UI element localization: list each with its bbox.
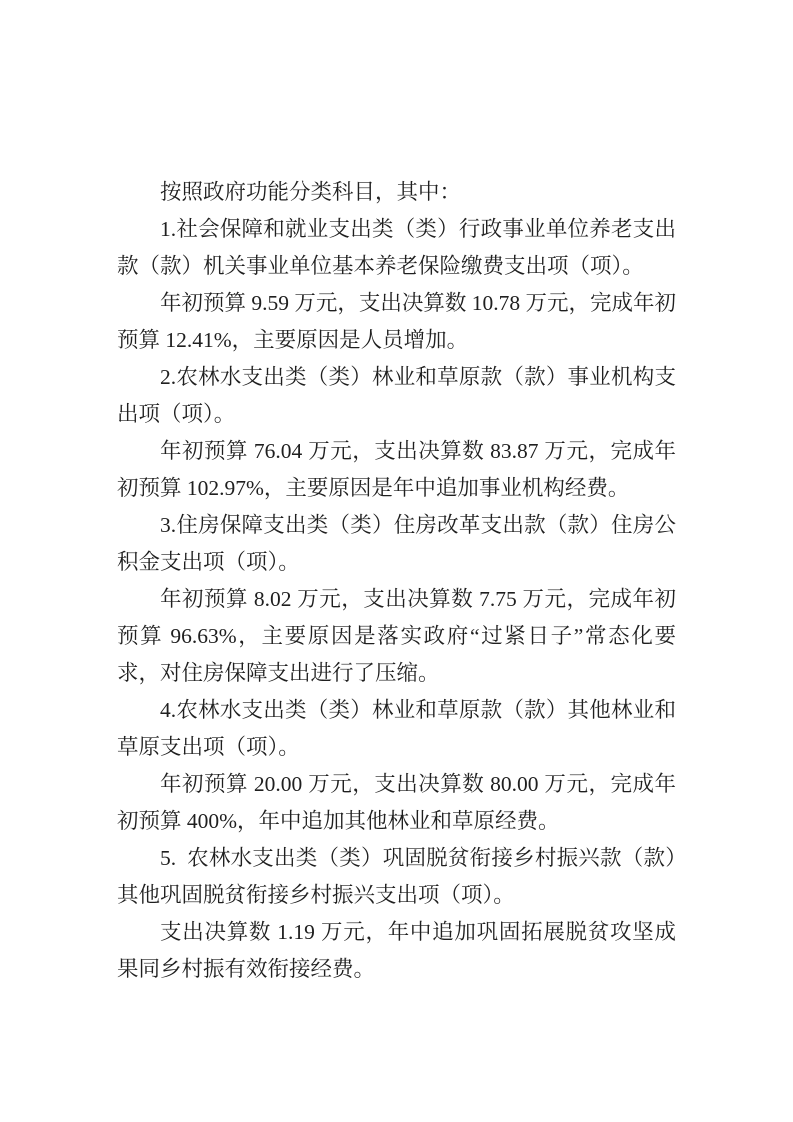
item-3-title: 3.住房保障支出类（类）住房改革支出款（款）住房公积金支出项（项）。 [117, 513, 676, 574]
item-5-budget-detail: 支出决算数 1.19 万元，年中追加巩固拓展脱贫攻坚成果同乡村振有效衔接经费。 [117, 920, 676, 981]
intro-line: 按照政府功能分类科目，其中： [160, 180, 462, 204]
item-2-budget-detail: 年初预算 76.04 万元，支出决算数 83.87 万元，完成年初预算 102.97%，主要原因是年中追加事业机构经费。 [117, 439, 676, 500]
item-4-title: 4.农林水支出类（类）林业和草原款（款）其他林业和草原支出项（项）。 [117, 698, 676, 759]
item-4-budget-detail: 年初预算 20.00 万元，支出决算数 80.00 万元，完成年初预算 400%，年中追加其他林业和草原经费。 [117, 772, 676, 833]
item-3-budget-detail: 年初预算 8.02 万元，支出决算数 7.75 万元，完成年初预算 96.63%，主要原因是落实政府“过紧日子”常态化要求，对住房保障支出进行了压缩。 [117, 587, 676, 685]
item-5-title: 5. 农林水支出类（类）巩固脱贫衔接乡村振兴款（款）其他巩固脱贫衔接乡村振兴支出项（项）。 [117, 846, 676, 907]
item-2-title: 2.农林水支出类（类）林业和草原款（款）事业机构支出项（项）。 [117, 365, 676, 426]
item-1-budget-detail: 年初预算 9.59 万元，支出决算数 10.78 万元，完成年初预算 12.41%，主要原因是人员增加。 [117, 291, 677, 352]
item-1-title: 1.社会保障和就业支出类（类）行政事业单位养老支出款（款）机关事业单位基本养老保险缴费支出项（项）。 [117, 217, 676, 278]
